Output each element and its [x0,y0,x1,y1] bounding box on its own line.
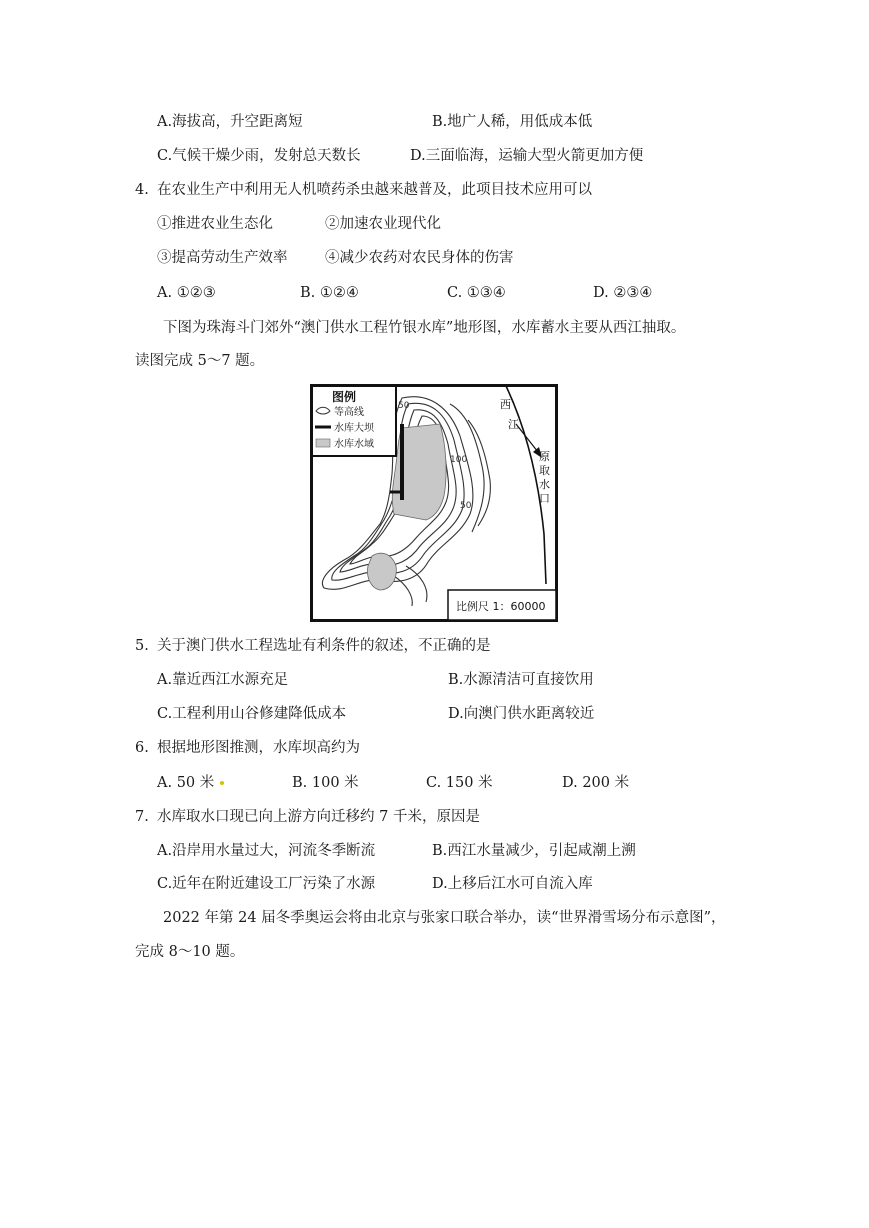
legend-contour-label: 等高线 [334,407,364,418]
q6-option-b: B. 100 米 [292,775,359,791]
reservoir-topographic-map [310,384,558,622]
q5-option-a: A.靠近西江水源充足 [157,672,289,688]
q4-option-c: C. ①③④ [447,285,506,301]
q7-stem: 水库取水口现已向上游方向迁移约 7 千米，原因是 [157,809,480,825]
river-label-xi: 西 [500,398,511,411]
contour-label-50: 50 [398,401,410,411]
q4-option-a: A. ①②③ [157,285,216,301]
intro-8-10-line-1: 2022 年第 24 届冬季奥运会将由北京与张家口联合举办，读“世界滑雪场分布示意图”， [163,910,726,926]
water-legend-icon [316,439,330,447]
scale-label: 比例尺 1：60000 [456,600,546,613]
q7-option-c: C.近年在附近建设工厂污染了水源 [157,876,376,892]
q3-option-c: C.气候干燥少雨，发射总天数长 [157,148,361,164]
intro-5-7-line-2: 读图完成 5～7 题。 [135,353,265,369]
river-label-jiang: 江 [508,418,519,431]
q6-option-c: C. 150 米 [426,775,493,791]
q4-item-4: ④减少农药对农民身体的伤害 [325,250,514,266]
q5-stem: 关于澳门供水工程选址有利条件的叙述，不正确的是 [157,638,491,654]
q4-item-1: ①推进农业生态化 [157,216,273,232]
contour-label-100: 100 [450,455,468,465]
legend-title: 图例 [332,390,357,404]
q5-option-d: D.向澳门供水距离较近 [448,706,595,722]
highlight-dot [220,781,224,785]
intake-label-2: 取 [539,464,550,477]
intake-label-3: 水 [539,478,550,491]
legend-water-label: 水库水域 [334,439,374,450]
q4-option-b: B. ①②④ [300,285,359,301]
q3-option-b: B.地广人稀，用低成本低 [432,114,593,130]
q7-number: 7. [135,809,149,825]
contour-label-50b: 50 [460,501,472,511]
q6-option-a [157,773,224,793]
q7-option-a: A.沿岸用水量过大，河流冬季断流 [157,843,376,859]
q3-option-d: D.三面临海，运输大型火箭更加方便 [410,148,644,164]
reservoir-water-area-2 [368,553,397,590]
intake-label-1: 原 [539,450,550,463]
intro-8-10-line-2: 完成 8～10 题。 [135,944,245,960]
q5-option-b: B.水源清洁可直接饮用 [448,672,594,688]
q6-number: 6. [135,740,149,756]
intro-5-7-line-1: 下图为珠海斗门郊外“澳门供水工程竹银水库”地形图，水库蓄水主要从西江抽取。 [163,320,686,336]
q4-item-2: ②加速农业现代化 [325,216,441,232]
q5-option-c: C.工程利用山谷修建降低成本 [157,706,347,722]
legend-dam-label: 水库大坝 [334,423,374,434]
q4-item-3: ③提高劳动生产效率 [157,250,288,266]
q6-option-d: D. 200 米 [562,775,630,791]
q5-number: 5. [135,638,149,654]
q4-number: 4. [135,182,149,198]
q4-option-d: D. ②③④ [593,285,653,301]
q6-option-a-text: A. 50 米 [157,775,215,791]
q7-option-b: B.西江水量减少，引起咸潮上溯 [432,843,636,859]
q6-stem: 根据地形图推测，水库坝高约为 [157,740,360,756]
q7-option-d: D.上移后江水可自流入库 [432,876,593,892]
intake-label-4: 口 [539,492,550,505]
q3-option-a: A.海拔高，升空距离短 [157,114,303,130]
q4-stem: 在农业生产中利用无人机喷药杀虫越来越普及，此项目技术应用可以 [157,182,592,198]
